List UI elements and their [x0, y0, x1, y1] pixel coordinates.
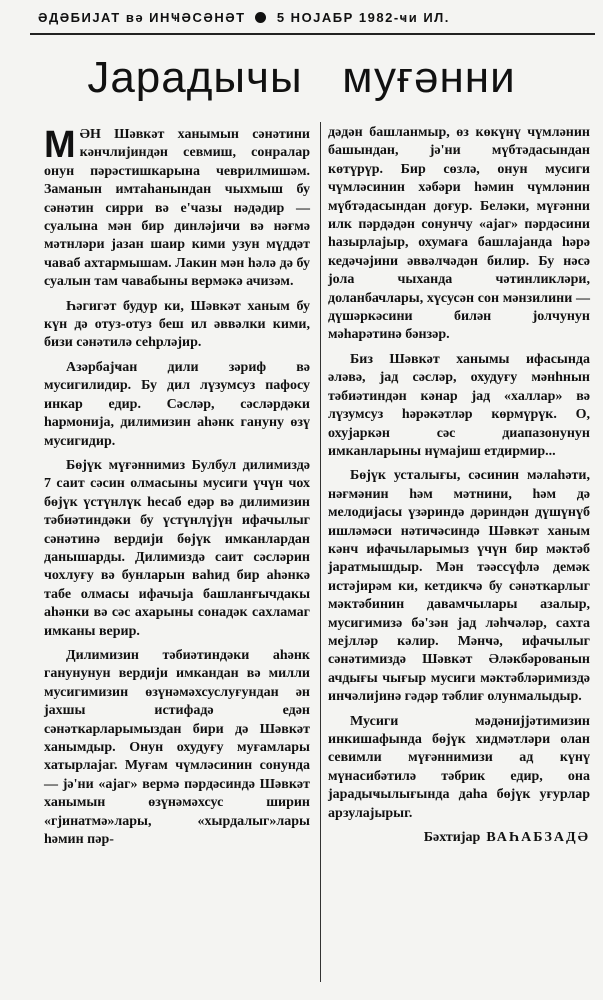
article-headline: Јарадычы муғәнни — [87, 53, 516, 102]
issue-date: 5 НОЈАБР 1982-ҹи ИЛ. — [276, 10, 450, 25]
article-paragraph: Дилимизин тәбиәтиндәки аһәнк ганунунун вердији имкандан вә милли мусигимизин өзүнәмәхсуслуғундан ән јахшы истифадә едән сәнәткарларымыздан бири дә Шәвкәт ханымдыр. Онун охудуғу муғамлары хатырлајаг. Муғам чүмләсинин сонунда — јә'ни «ајаг» вермә пәрдәсиндә Шәвкәт ханымын өзүнәмәхсус ширин «гјинатмә»лары, «хырдалыг»лары һәмин пәр- — [44, 647, 310, 848]
drop-cap: М — [44, 124, 76, 166]
article-paragraph: Мусиги мәдәнијјәтимизин инкишафында бөјүк хидмәтләри олан севимли мүғәннимизи ад күнү мүнасибәтилә тәбрик едир, она јарадыҹылығында даһа бөјүк уғурлар арзулајырыг. — [328, 713, 590, 821]
author-surname: ВАҺАБЗАДӘ — [486, 830, 590, 846]
article-column-left — [44, 126, 310, 855]
column-divider — [320, 122, 321, 982]
article-paragraph: Биз Шәвкәт ханымы ифасында әләвә, јад сәсләр, охудуғу мәнһнын тәбиәтиндән кәнар јад «халлар» вә лүзумсуз һәрәкәтләр көрмүрүк. О, охујаркән сәс диапазонунун имканларыны нүмајиш етдирмир... — [328, 351, 590, 459]
article-paragraph: дәдән башланмыр, өз көкүнү чүмләнин башындан, јә'ни мүбтәдасындан көтүрүр. Бир сөзлә, онун мусиги чүмләсинин хәбәри һәмин чүмләнин мүбтәдасындан доғур. Беләки, мүғәнни илк пәрдәдән сонунчу «ајаг» пәрдәсини һазырлајыр, охумаға башлајанда һәрә кедәчәјини әввәлҹәдән билир. Бу нәсә јола чыханда чәтинликләри, доланбачлары, хүсусән сон мәнзилини — дүшәркәсини билән јолчунун мәһарәтинә бәнзәр. — [328, 125, 590, 343]
masthead-rule — [30, 33, 595, 35]
bullet-dot-icon — [255, 12, 266, 23]
article-paragraph: Һәгигәт будур ки, Шәвкәт ханым бу күн дә отуз-отуз беш ил әввәлки кими, бизи сәнәтилә сеһрләјир. — [44, 298, 310, 351]
article-paragraph: Азәрбајҹан дили зәриф вә мусигилидир. Бу дил лүзумсуз пафосу инкар едир. Сәсләр, сәсләрдәки һармонија, дилимизин аһәнк ганунy өзү мусигидир. — [44, 359, 310, 449]
article-column-right — [328, 124, 590, 847]
author-first-name: Бәхтијар — [423, 830, 481, 846]
article-paragraph: Бөјүк усталығы, сәсинин мәлаһәти, нәғмәнин һәм мәтнини, һәм дә мелодијасы үзәриндә дәриндән дүшүнүб ишләмәси нәтиҹәсиндә Шәвкәт ханым кәнч ифачыларымыз үчүн бир мәктәб јаратмышдыр. Мән тәәссүфлә демәк истәјирәм ки, кетдикҹә бу сәнәткарлыг мәктәбинин давамчылары азалыр, мусигимизә бә'зән јад ләһҹәләр, сахта мејлләр кәлир. Мәнҹә, ифачылыг сәнәтимиздә Шәвкәт Әләкбәрованын ачдығы чығыр мусиги мәктәбләримиздә инҹәлијинә гәдәр тәблиғ олунмалыдыр. — [328, 468, 590, 705]
paragraph-text: ӘН Шәвкәт ханымын сәнәтини кәнчлијиндән севмиш, сонралар онун пәрәстишкарына чеврилмишәм. Заманын имтаһанындан чыхмыш бу сәнәтин сирри вә е'чазы нәдәдир — суалына мән бир динләјичи вә нәғмә мәтнләри јазан шаир кими узун мүддәт чаваб ахтармышам. Лакин мән һәлә дә бу суалын там чавабыны вермәкә ачизәм. — [44, 127, 310, 290]
newspaper-masthead — [38, 10, 593, 30]
author-byline — [328, 829, 590, 847]
article-paragraph: Бөјүк мүғәннимиз Булбул дилимиздә 7 саит сәсин олмасыны мусиги үчүн чох бөјүк үстүнлүк һесаб едәр вә дилимизин тәбиәтиндәки бу үстүнлүјүн ифачылыг сәнәтинә вердији бөјүк имканлардан данышарды. Дилимиздә саит сәсләрин чохлуғу вә бунларын ваһид бир аһәнкә табе олмасы ифачыја башланғычдакы аһәнки вә сәс ахарыны сонадәк сахламаг имканы верир. — [44, 457, 310, 639]
article-paragraph — [44, 126, 310, 292]
section-title: ӘДӘБИЈАТ вә ИНҸӘСӘНӘТ — [38, 10, 246, 25]
